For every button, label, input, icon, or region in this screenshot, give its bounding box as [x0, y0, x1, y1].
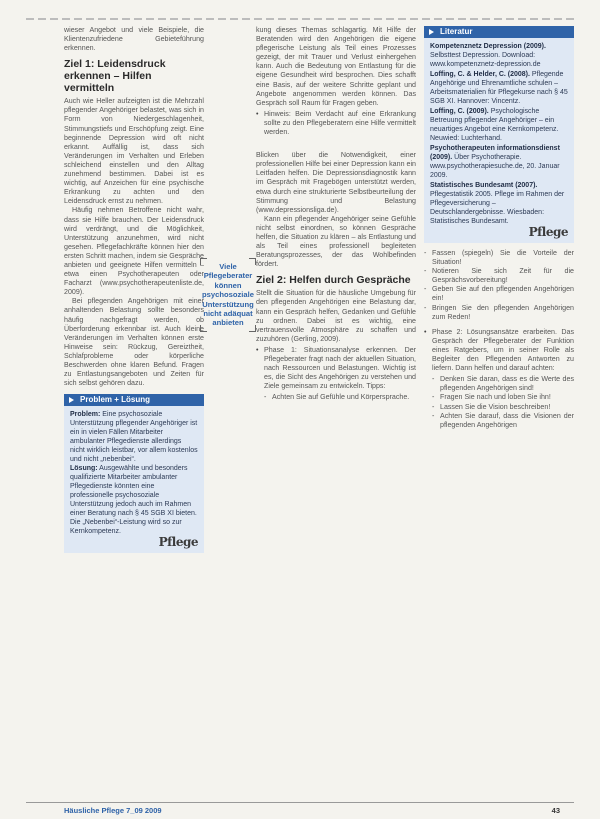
reference-item: Loffing, C. & Helder, C. (2008). Pflegende Angehörige und Ehrenamtliche schulen – Arbeitsmaterialien für Pflegekurse nach § 45 SGB XI. Hannover: Vincentz. — [430, 71, 568, 105]
list-item: • Phase 1: Situationsanalyse erkennen. Der Pflegeberater fragt nach der aktuellen Situation, nach Ressourcen und Belastungen. Wichtig ist es, die Sicht des Angehörigen zu verstehen und Ziele gemeinsam zu entwickeln. Tipps: — [256, 346, 416, 391]
list-item: - Geben Sie auf den pflegenden Angehörigen ein! — [424, 285, 574, 303]
column-middle — [256, 26, 416, 404]
pull-quote — [200, 262, 256, 328]
list-item: - Denken Sie daran, dass es die Werte des pflegenden Angehörigen sind! — [432, 375, 574, 393]
column-right — [424, 26, 574, 432]
list-item: - Bringen Sie den pflegenden Angehörigen zum Reden! — [424, 304, 574, 322]
pflege-logo: Pflege — [158, 535, 198, 550]
bullet-list — [256, 110, 416, 137]
list-item: • Phase 2: Lösungsansätze erarbeiten. Das Gespräch der Pflegeberater der Funktion eines Ratgebers, um in seiner Rolle als Begleiter den Pflegenden Antworten zu liefern. Dann helfen und darauf achten: — [424, 328, 574, 373]
paragraph: Bei pflegenden Angehörigen mit einer anhaltenden Belastung sollte besonders häufig nachgefragt werden, ob Überforderung erkennbar ist. Auch kleine Veränderungen im Verhalten können erste Hinweise sein: Rückzug, Gereiztheit, Schlafprobleme oder körperliche Beschwerden ohne klaren Befund. Fragen zu Entlastungsangeboten und Zeiten für sich selbst gehören dazu. — [64, 297, 204, 388]
publication-name: Häusliche Pflege 7_09 2009 — [64, 806, 162, 815]
list-item: - Achten Sie auf Gefühle und Körpersprache. — [264, 393, 416, 402]
box-title: Literatur — [440, 27, 473, 36]
literature-box — [424, 26, 574, 243]
page-footer — [26, 806, 574, 818]
dash-list — [424, 249, 574, 322]
paragraph: Blicken über die Notwendigkeit, einer professionellen Hilfe bei einer Depression kann ein Leitfaden helfen. Die Depressionsdiagnostik kann im Gespräch mit Fragebögen unterstützt werden, etwa durch eine strukturierte Selbstbeurteilung der Stimmung und Belastung (www.depressionsliga.de). — [256, 151, 416, 214]
top-divider — [26, 18, 574, 20]
problem-solution-body — [64, 406, 204, 553]
solution-text: Lösung: Ausgewählte und besonders qualifizierte Mitarbeiter ambulanter Pflegedienste könnten eine professionelle psychosoziale Unterstützung jedoch auch im Rahmen einer Beratung nach § 45 SGB XI bieten. Die „Nebenbei“-Leistung wird so zur Kernkompetenz. — [70, 465, 197, 536]
literature-body — [424, 38, 574, 243]
bullet-list — [424, 328, 574, 373]
paragraph: Kann ein pflegender Angehöriger seine Gefühle nicht selbst einordnen, so können Gespräche helfen, die Situation zu klären – als Entlastung und als Teil eines professionell begleiteten Beratungsprozesses, der das Wohlbefinden fördert. — [256, 214, 416, 269]
box-title: Problem + Lösung — [80, 395, 151, 405]
pull-quote-text: Viele Pflegeberater können psychosoziale Unterstützung nicht adäquat anbieten — [202, 262, 254, 328]
paragraph: Häufig nehmen Betroffene nicht wahr, dass sie Hilfe brauchen. Der Leidensdruck wird verdrängt, und die Möglichkeit, Unterstützung anzunehmen, wird nicht gesehen. Pflegefachkräfte können hier den ersten Schritt machen, indem sie Gespräche anbieten und geeignete Hilfen vermitteln – etwa einen Psychotherapeuten oder Facharzt (www.psychotherapeutenliste.de, 2009). — [64, 206, 204, 297]
footer-divider — [26, 802, 574, 803]
dash-list — [256, 393, 416, 402]
bracket-corner — [200, 325, 207, 332]
paragraph: Stellt die Situation für die häusliche Umgebung für den pflegenden Angehörigen eine Belastung dar, kann ein Gespräch helfen, Gedanken und Gefühle zu ordnen. Dabei ist es wichtig, eine vertrauensvolle Atmosphäre zu schaffen und zuzuhören (Gerling, 2009). — [256, 289, 416, 343]
pflege-logo: Pflege — [528, 225, 568, 239]
list-item: - Notieren Sie sich Zeit für die Gesprächsvorbereitung! — [424, 267, 574, 285]
bracket-corner — [200, 258, 207, 265]
column-left — [64, 26, 204, 553]
problem-solution-header — [64, 394, 204, 406]
reference-item: Psychotherapeuten informationsdienst (2009). Über Psychotherapie. www.psychotherapiesuche.de, 20. Januar 2009. — [430, 145, 560, 179]
reference-item: Statistisches Bundesamt (2007). Pflegestatistik 2005. Pflege im Rahmen der Pflegeversicherung – Deutschlandergebnisse. Wiesbaden: Statistisches Bundesamt. — [430, 182, 565, 225]
list-item: - Fassen (spiegeln) Sie die Vorteile der Situation! — [424, 249, 574, 267]
dash-list — [424, 375, 574, 430]
problem-text: Problem: Eine psychosoziale Unterstützung pflegender Angehöriger ist ein in vielen Fällen Mitarbeiter ambulanter Pflegedienste allerdings nicht wirklich leistbar, vor allem kostenlos und nicht „nebenbei“. — [70, 411, 198, 464]
list-item: - Lassen Sie die Vision beschreiben! — [432, 403, 574, 412]
intro-text: wieser Angebot und viele Beispiele, die Klientenzufriedene Gebieteführung erkennen. — [64, 26, 204, 53]
list-item: - Fragen Sie nach und loben Sie ihn! — [432, 393, 574, 402]
arrow-icon — [429, 29, 434, 35]
reference-item: Kompetenznetz Depression (2009). Selbsttest Depression. Download: www.kompetenznetz-depression.de — [430, 43, 546, 68]
paragraph: kung dieses Themas schlagartig. Mit Hilfe der Beratenden wird den Angehörigen die eigene pflegerische Leistung als Teil eines Prozesses gezeigt, der mit Trauer und Verlust einhergehen kann. Auch die Bedeutung von Entlastung für die eigene Gesundheit wird besprochen. Dies schafft eine Basis, auf der weitere Schritte geplant und Angebote angenommen werden können. Das Gespräch soll Raum für Fragen geben. — [256, 26, 416, 107]
page-number: 43 — [551, 806, 560, 815]
literature-header — [424, 26, 574, 38]
list-item: - Achten Sie darauf, dass die Visionen der pflegenden Angehörigen — [432, 412, 574, 430]
heading-ziel-2: Ziel 2: Helfen durch Gespräche — [256, 274, 411, 287]
bracket-corner — [249, 325, 256, 332]
arrow-icon — [69, 397, 74, 403]
heading-ziel-1: Ziel 1: Leidensdruck erkennen – Hilfen vermitteln — [64, 58, 166, 95]
problem-solution-box — [64, 394, 204, 553]
list-item: • Hinweis: Beim Verdacht auf eine Erkrankung sollte zu den Pflegeberatern eine Hilfe vermittelt werden. — [256, 110, 416, 137]
bracket-corner — [249, 258, 256, 265]
bullet-list — [256, 346, 416, 391]
reference-item: Loffing, C. (2009). Psychologische Betreuung pflegender Angehöriger – ein neuartiges Angebot eine Kernkompetenz. Neuwied: Luchterhand. — [430, 108, 559, 142]
paragraph: Auch wie Heller aufzeigten ist die Mehrzahl pflegender Angehöriger belastet, was sich in Form von Niedergeschlagenheit, Stimmungstiefs und Erschöpfung zeigt. Eine beginnende Depression wird oft nicht erkannt. Auffällig ist, dass sich Veränderungen im Verhalten und Erleben schleichend einstellen und den Alltag zunehmend bestimmen. Dabei ist es wichtig, auf Anzeichen für eine psychische Erkrankung zu achten und den Leidensdruck ernst zu nehmen. — [64, 97, 204, 206]
